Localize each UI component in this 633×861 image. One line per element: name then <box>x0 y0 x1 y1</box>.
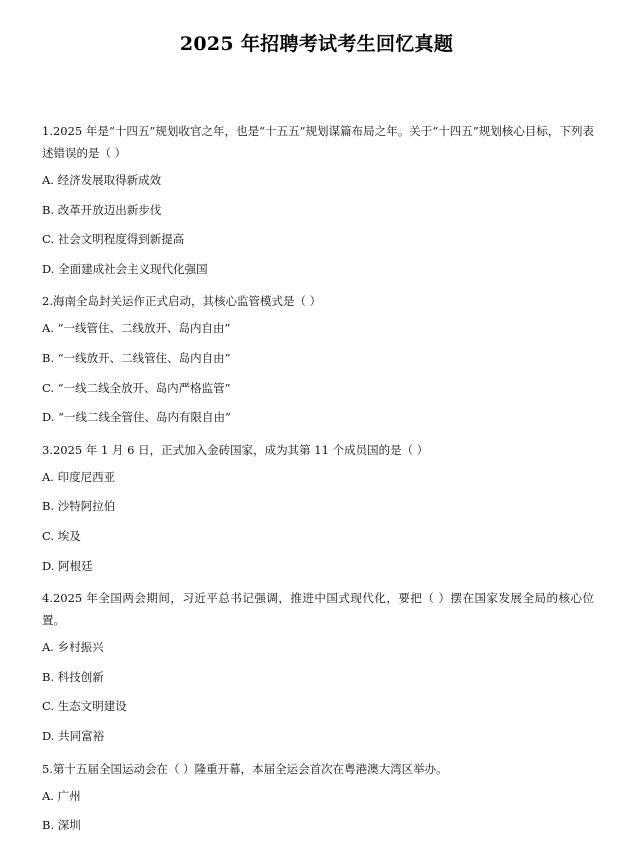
option-c: C. 生态文明建设 <box>42 699 127 714</box>
option-d: D. 全面建成社会主义现代化强国 <box>42 261 208 276</box>
option-a: A. 经济发展取得新成效 <box>42 173 162 187</box>
option-b: B. 沙特阿拉伯 <box>42 499 116 514</box>
question-1 <box>42 120 594 278</box>
option-a: A. 乡村振兴 <box>42 640 104 655</box>
option-d: D. 共同富裕 <box>42 728 105 743</box>
option-b: B. 科技创新 <box>42 669 104 684</box>
question-text: 5.第十五届全国运动会在（ ）隆重开幕，本届全运会首次在粤港澳大湾区举办。 <box>42 761 448 776</box>
option-a: A. 印度尼西亚 <box>42 469 116 484</box>
option-d: D. “一线二线全管住、岛内有限自由” <box>42 410 231 425</box>
option-b: B. 深圳 <box>42 818 81 833</box>
option-b: B. “一线放开、二线管住、岛内自由” <box>42 350 231 365</box>
option-d: D. 阿根廷 <box>42 558 93 573</box>
option-c: C. “一线二线全放开、岛内严格监管” <box>42 380 231 395</box>
question-text: 3.2025 年 1 月 6 日，正式加入金砖国家，成为其第 11 个成员国的是（ ） <box>42 442 429 457</box>
question-5 <box>42 758 594 835</box>
question-4 <box>42 587 594 745</box>
option-c: C. 社会文明程度得到新提高 <box>42 232 185 247</box>
option-b: B. 改革开放迈出新步伐 <box>42 202 162 217</box>
question-list <box>42 120 594 847</box>
question-2 <box>42 290 594 426</box>
option-c: C. 埃及 <box>42 528 81 543</box>
page-title: 2025 年招聘考试考生回忆真题 <box>179 33 454 55</box>
question-text: 4.2025 年全国两会期间，习近平总书记强调，推进中国式现代化，要把（ ）摆在国家发展全局的核心位置。 <box>42 591 594 628</box>
question-text: 2.海南全岛封关运作正式启动，其核心监管模式是（ ） <box>42 294 322 309</box>
option-a: A. 广州 <box>42 788 81 803</box>
question-3 <box>42 439 594 575</box>
option-a: A. “一线管住、二线放开、岛内自由” <box>42 321 231 336</box>
question-text: 1.2025 年是“十四五”规划收官之年，也是“十五五”规划谋篇布局之年。关于“十四五”规划核心目标，下列表述错误的是（ ） <box>42 124 594 160</box>
